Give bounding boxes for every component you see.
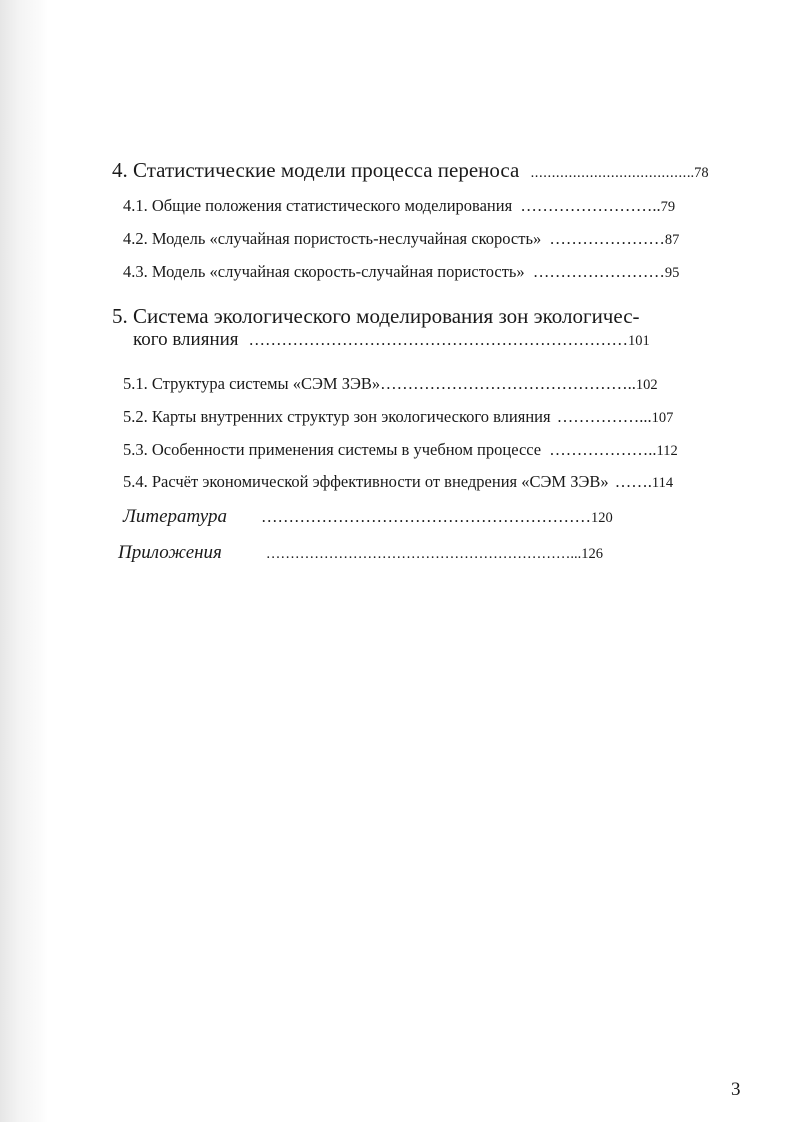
toc-entry-title: 5.1. Структура системы «СЭМ ЗЭВ» bbox=[123, 374, 381, 393]
toc-entry-title: 4.2. Модель «случайная пористость-неслучайная скорость» bbox=[123, 229, 542, 248]
toc-page-number: 101 bbox=[628, 333, 650, 349]
toc-entry-title: 4.3. Модель «случайная скорость-случайная пористость» bbox=[123, 262, 525, 281]
toc-entry-title: 5. Система экологического моделирования зон экологичес- bbox=[112, 304, 640, 328]
toc-page-number: 126 bbox=[581, 546, 604, 562]
toc-page-number: 102 bbox=[635, 377, 658, 393]
toc-entry-section-5-3[interactable] bbox=[123, 440, 678, 460]
toc-entry-section-5-1[interactable] bbox=[123, 374, 658, 394]
toc-entry-section-5-2[interactable] bbox=[123, 407, 673, 427]
toc-page-number: 112 bbox=[656, 443, 678, 459]
toc-page-number: 114 bbox=[651, 475, 674, 491]
toc-entry-title: 5.2. Карты внутренних структур зон экологического влияния bbox=[123, 407, 551, 426]
toc-entry-appendices[interactable] bbox=[118, 542, 603, 564]
toc-page-number: 120 bbox=[590, 510, 613, 526]
toc-page-number: ..78 bbox=[686, 165, 709, 181]
toc-entry-section-4-1[interactable] bbox=[123, 196, 675, 216]
toc-entry-chapter-5-line-1[interactable] bbox=[112, 304, 640, 329]
toc-page-number: 95 bbox=[664, 265, 680, 281]
toc-leader-dots: ………………………………………………………... bbox=[265, 546, 582, 562]
toc-page-number: 87 bbox=[664, 232, 680, 248]
toc-leader-dots: …………………….. bbox=[520, 196, 661, 215]
toc-entry-title: 4.1. Общие положения статистического моделирования bbox=[123, 196, 513, 215]
toc-leader-dots: …………………… bbox=[532, 262, 665, 281]
toc-leader-dots: ……………... bbox=[556, 407, 652, 426]
toc-entry-chapter-5-line-2[interactable] bbox=[133, 329, 650, 351]
toc-entry-section-4-3[interactable] bbox=[123, 262, 679, 282]
toc-entry-title: 5.3. Особенности применения системы в учебном процессе bbox=[123, 440, 542, 459]
toc-entry-title: Приложения bbox=[118, 542, 222, 563]
toc-page-number: 107 bbox=[651, 410, 674, 426]
toc-leader-dots: …………………………………………………… bbox=[260, 507, 591, 526]
toc-leader-dots: ………………… bbox=[549, 229, 665, 248]
scan-page-edge-shadow bbox=[0, 0, 48, 1122]
toc-entry-section-5-4[interactable] bbox=[123, 472, 673, 492]
toc-page-number: 79 bbox=[660, 199, 676, 215]
toc-leader-dots: ..................................... bbox=[530, 165, 687, 181]
toc-leader-dots: ……………………………………….. bbox=[380, 374, 636, 393]
toc-leader-dots: ……. bbox=[614, 472, 652, 491]
toc-entry-title-continued: кого влияния bbox=[133, 329, 239, 350]
toc-entry-title: Литература bbox=[123, 506, 227, 527]
toc-entry-title: 5.4. Расчёт экономической эффективности от внедрения «СЭМ ЗЭВ» bbox=[123, 472, 609, 491]
page-number: 3 bbox=[731, 1079, 741, 1100]
toc-leader-dots: …………………………………………………………… bbox=[248, 330, 629, 349]
toc-entry-title: 4. Статистические модели процесса переноса bbox=[112, 158, 520, 182]
toc-entry-section-4-2[interactable] bbox=[123, 229, 679, 249]
toc-entry-literature[interactable] bbox=[123, 506, 613, 528]
toc-leader-dots: ……………….. bbox=[549, 440, 657, 459]
toc-entry-chapter-4[interactable] bbox=[112, 158, 709, 183]
